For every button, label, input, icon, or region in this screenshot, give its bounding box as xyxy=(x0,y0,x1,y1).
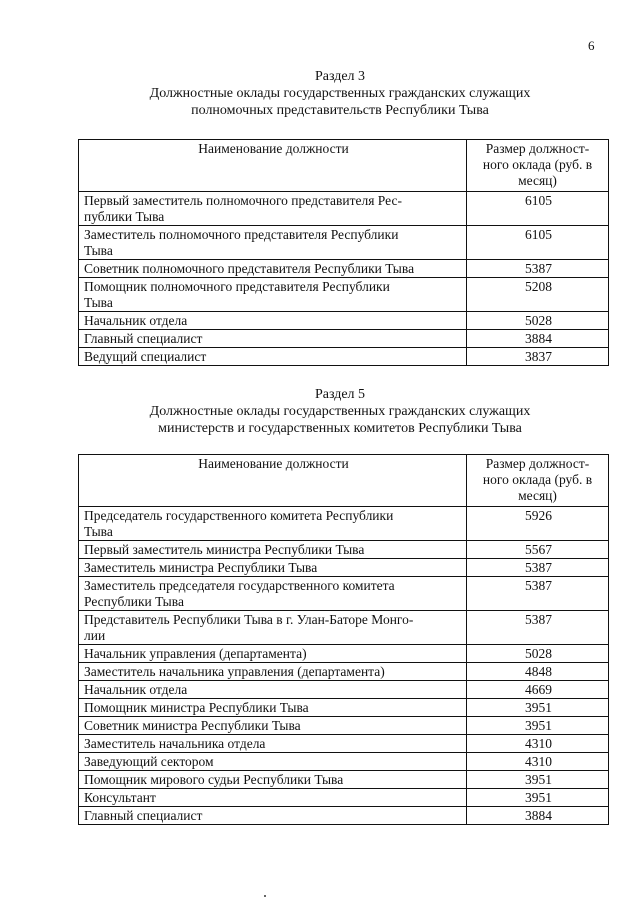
position-name-cell xyxy=(79,507,467,541)
position-name-line: Тыва xyxy=(84,243,113,258)
salary-column-header xyxy=(467,455,609,507)
position-name-line: Тыва xyxy=(84,295,113,310)
position-name-line: Заместитель полномочного представителя Республики xyxy=(84,227,399,242)
table-row xyxy=(79,753,609,771)
section-3-subtitle-line: Должностные оклады государственных гражданских служащих xyxy=(149,86,531,101)
table-row xyxy=(79,260,609,278)
salary-amount-cell: 3884 xyxy=(467,807,609,825)
position-column-header: Наименование должности xyxy=(79,140,467,192)
position-name-line: Советник полномочного представителя Республики Тыва xyxy=(84,261,415,276)
section-3-title: Раздел 3 xyxy=(314,69,366,84)
salary-amount-cell: 5567 xyxy=(467,541,609,559)
salary-amount-cell: 3837 xyxy=(467,348,609,366)
table-row xyxy=(79,226,609,260)
position-name-line: Заведующий сектором xyxy=(84,754,214,769)
position-name-line: Начальник отдела xyxy=(84,313,188,328)
position-name-line: Начальник управления (департамента) xyxy=(84,646,307,661)
position-name-cell xyxy=(79,771,467,789)
section-5-subtitle-line: Должностные оклады государственных гражданских служащих xyxy=(149,404,531,419)
scan-speck xyxy=(264,895,266,897)
salary-amount-cell: 3951 xyxy=(467,699,609,717)
salary-amount-cell: 5387 xyxy=(467,260,609,278)
table-header-row xyxy=(79,455,609,507)
salary-header-line: месяц) xyxy=(518,173,557,188)
table-row xyxy=(79,735,609,753)
salary-header-line: Размер должност- xyxy=(485,456,590,471)
position-name-line: Консультант xyxy=(84,790,156,805)
section-5-title: Раздел 5 xyxy=(314,387,366,402)
position-name-cell xyxy=(79,541,467,559)
salary-amount-cell: 5926 xyxy=(467,507,609,541)
salary-amount-cell: 4848 xyxy=(467,663,609,681)
position-name-line: Заместитель начальника управления (департамента) xyxy=(84,664,385,679)
position-name-cell xyxy=(79,278,467,312)
table-row xyxy=(79,312,609,330)
position-name-cell xyxy=(79,645,467,663)
salary-amount-cell: 6105 xyxy=(467,192,609,226)
table-row xyxy=(79,645,609,663)
salary-amount-cell: 3951 xyxy=(467,789,609,807)
salary-amount-cell: 3951 xyxy=(467,717,609,735)
position-name-cell xyxy=(79,699,467,717)
position-name-line: Главный специалист xyxy=(84,808,203,823)
position-name-line: Республики Тыва xyxy=(84,594,184,609)
position-name-cell xyxy=(79,192,467,226)
salary-amount-cell: 5028 xyxy=(467,312,609,330)
position-name-line: Первый заместитель министра Республики Тыва xyxy=(84,542,365,557)
table-row xyxy=(79,278,609,312)
position-name-cell xyxy=(79,717,467,735)
salary-amount-cell: 5387 xyxy=(467,577,609,611)
table-row xyxy=(79,771,609,789)
position-name-cell xyxy=(79,735,467,753)
position-name-line: Ведущий специалист xyxy=(84,349,207,364)
salary-header-line: ного оклада (руб. в xyxy=(482,472,593,487)
table-header-row xyxy=(79,140,609,192)
position-name-line: Тыва xyxy=(84,524,113,539)
table-row xyxy=(79,663,609,681)
position-name-line: Помощник министра Республики Тыва xyxy=(84,700,309,715)
position-name-line: Помощник мирового судьи Республики Тыва xyxy=(84,772,344,787)
table-row xyxy=(79,681,609,699)
position-name-line: Представитель Республики Тыва в г. Улан-Баторе Монго- xyxy=(84,612,414,627)
section-5-table-body xyxy=(79,507,609,825)
position-name-line: Главный специалист xyxy=(84,331,203,346)
table-row xyxy=(79,507,609,541)
position-name-line: Первый заместитель полномочного представителя Рес- xyxy=(84,193,402,208)
table-row xyxy=(79,807,609,825)
section-3-table-body xyxy=(79,192,609,366)
salary-amount-cell: 4310 xyxy=(467,753,609,771)
position-name-cell xyxy=(79,611,467,645)
salary-amount-cell: 6105 xyxy=(467,226,609,260)
table-row xyxy=(79,330,609,348)
position-name-cell xyxy=(79,330,467,348)
salary-amount-cell: 3884 xyxy=(467,330,609,348)
section-5-subtitle-line: министерств и государственных комитетов Республики Тыва xyxy=(158,421,522,436)
position-name-cell xyxy=(79,260,467,278)
salary-amount-cell: 5208 xyxy=(467,278,609,312)
position-name-cell xyxy=(79,681,467,699)
table-row xyxy=(79,611,609,645)
position-name-line: Советник министра Республики Тыва xyxy=(84,718,301,733)
salary-amount-cell: 5387 xyxy=(467,559,609,577)
table-row xyxy=(79,559,609,577)
salary-amount-cell: 4310 xyxy=(467,735,609,753)
position-name-cell xyxy=(79,559,467,577)
position-name-line: публики Тыва xyxy=(84,209,165,224)
position-name-line: лии xyxy=(84,628,106,643)
section-3-salary-table xyxy=(78,139,609,366)
position-name-line: Помощник полномочного представителя Республики xyxy=(84,279,390,294)
table-row xyxy=(79,717,609,735)
position-name-line: Заместитель председателя государственного комитета xyxy=(84,578,395,593)
position-name-line: Председатель государственного комитета Республики xyxy=(84,508,394,523)
position-name-line: Заместитель начальника отдела xyxy=(84,736,266,751)
position-name-cell xyxy=(79,226,467,260)
position-name-cell xyxy=(79,807,467,825)
position-name-cell xyxy=(79,789,467,807)
section-5-salary-table xyxy=(78,454,609,825)
section-3-heading xyxy=(60,68,620,119)
position-name-cell xyxy=(79,577,467,611)
table-row xyxy=(79,699,609,717)
salary-header-line: Размер должност- xyxy=(485,141,590,156)
salary-amount-cell: 5028 xyxy=(467,645,609,663)
section-3-subtitle-line: полномочных представительств Республики Тыва xyxy=(191,103,489,118)
salary-amount-cell: 5387 xyxy=(467,611,609,645)
salary-header-line: месяц) xyxy=(518,488,557,503)
position-name-cell xyxy=(79,312,467,330)
table-row xyxy=(79,192,609,226)
salary-amount-cell: 4669 xyxy=(467,681,609,699)
position-name-line: Заместитель министра Республики Тыва xyxy=(84,560,318,575)
table-row xyxy=(79,789,609,807)
page-number: 6 xyxy=(588,38,595,53)
position-name-line: Начальник отдела xyxy=(84,682,188,697)
salary-header-line: ного оклада (руб. в xyxy=(482,157,593,172)
salary-column-header xyxy=(467,140,609,192)
position-name-cell xyxy=(79,663,467,681)
table-row xyxy=(79,348,609,366)
table-row xyxy=(79,577,609,611)
position-column-header: Наименование должности xyxy=(79,455,467,507)
position-name-cell xyxy=(79,753,467,771)
salary-amount-cell: 3951 xyxy=(467,771,609,789)
table-row xyxy=(79,541,609,559)
position-name-cell xyxy=(79,348,467,366)
section-5-heading xyxy=(60,386,620,437)
